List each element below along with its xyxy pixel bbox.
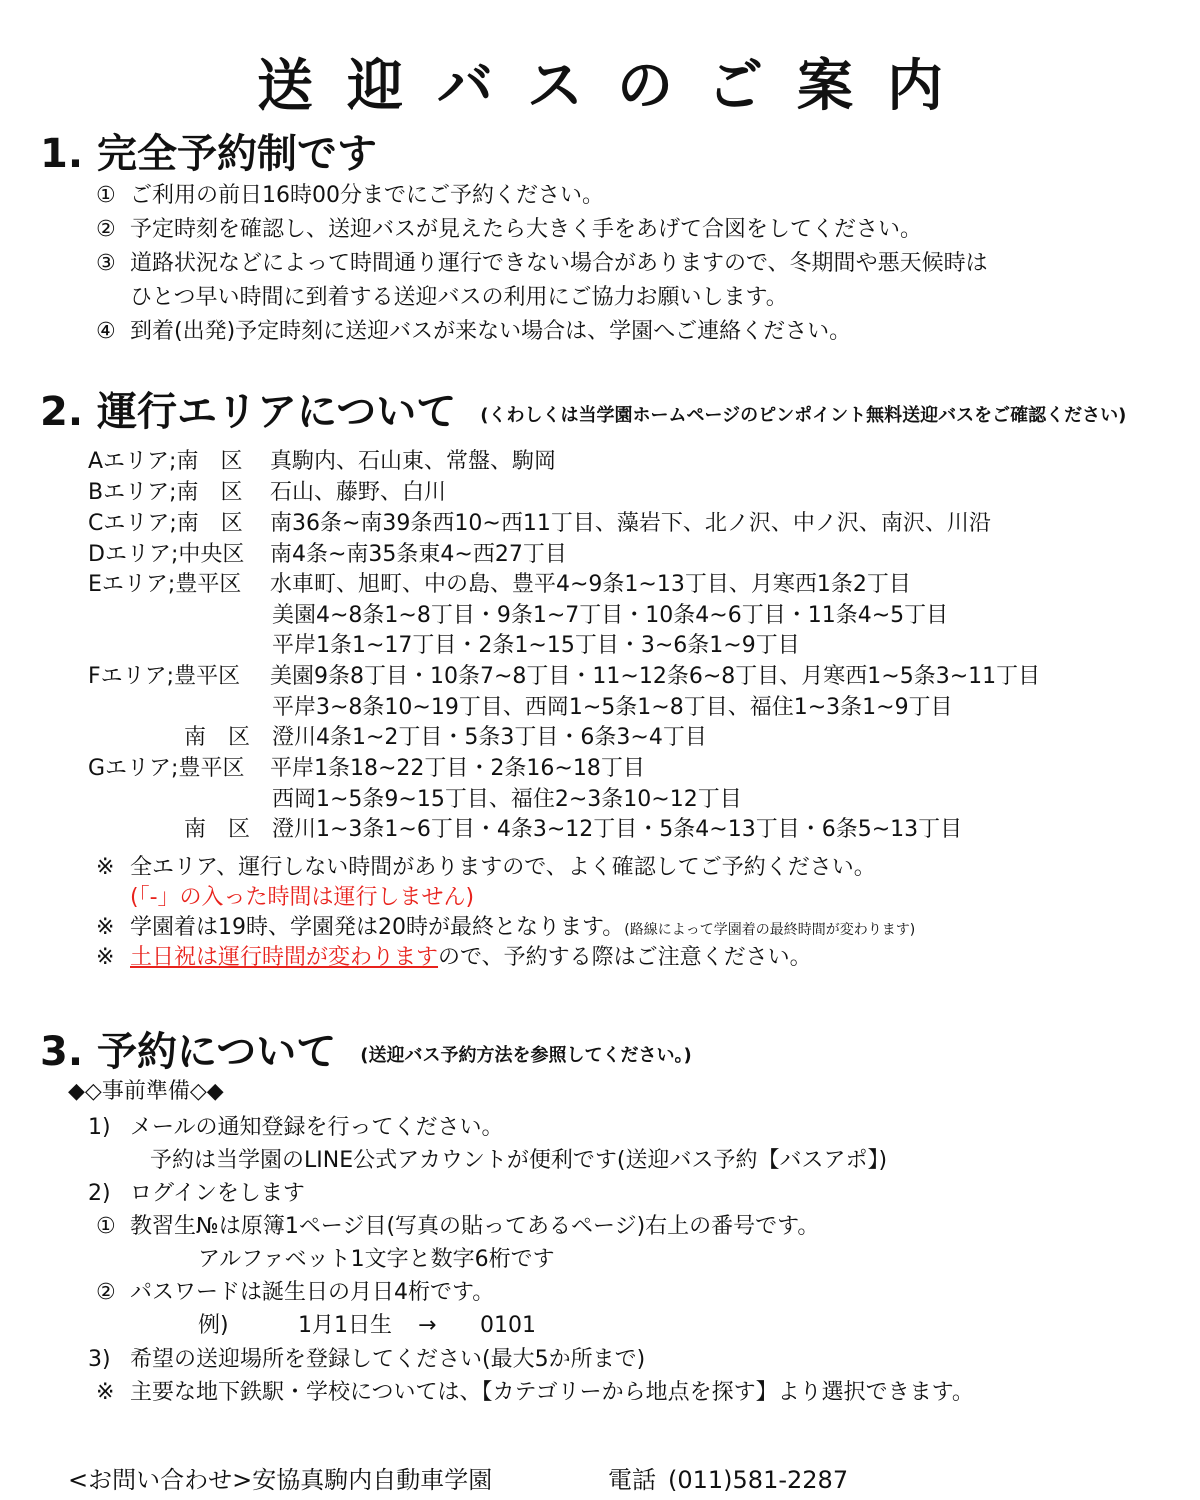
item-text: パスワードは誕生日の月日4桁です。 [130, 1280, 495, 1305]
phone-number: (011)581-2287 [668, 1466, 849, 1494]
list-item [96, 178, 604, 209]
note-text: 主要な地下鉄駅・学校については、【カテゴリーから地点を探す】より選択できます。 [130, 1380, 974, 1405]
area-districts: 平岸1条18~22丁目・2条16~18丁目 [270, 756, 645, 781]
note-1-red: (「-」の入った時間は運行しません) [130, 885, 475, 910]
arrow-icon: → [418, 1313, 437, 1338]
section3-note: (送迎バス予約方法を参照してください。) [360, 1045, 692, 1066]
area-row-e-cont-1: 美園4~8条1~8丁目・9条1~7丁目・10条4~6丁目・11条4~5丁目 [272, 603, 949, 628]
area-districts: 美園9条8丁目・10条7~8丁目・11~12条6~8丁目、月寒西1~5条3~11丁目 [270, 664, 1041, 689]
area-row-e-cont-2: 平岸1条1~17丁目・2条1~15丁目・3~6条1~9丁目 [272, 633, 800, 658]
area-row-f-sub [184, 720, 707, 751]
section3-note-line [96, 1375, 974, 1406]
area-label: Cエリア;南 区 [88, 511, 243, 536]
area-districts: 澄川4条1~2丁目・5条3丁目・6条3~4丁目 [272, 725, 707, 750]
item-mark: ② [96, 217, 116, 242]
school-name: 安協真駒内自動車学園 [252, 1466, 493, 1494]
area-label: Bエリア;南 区 [88, 480, 243, 505]
item-mark: ② [96, 1280, 116, 1305]
item-text: 到着(出発)予定時刻に送迎バスが来ない場合は、学園へご連絡ください。 [130, 319, 852, 344]
step-2-item-2 [96, 1275, 494, 1306]
footer [68, 1460, 492, 1495]
list-item [96, 246, 988, 277]
note-text: 全エリア、運行しない時間がありますので、よく確認してご予約ください。 [130, 855, 876, 880]
note-mark: ※ [96, 915, 115, 940]
step-2-item-1 [96, 1209, 819, 1240]
item-mark: ① [96, 1214, 116, 1239]
step-1 [88, 1110, 504, 1141]
area-row-b [88, 475, 446, 506]
item-mark: ① [96, 183, 116, 208]
page-title: 送迎バスのご案内 [257, 54, 977, 119]
section2-note: (くわしくは当学園ホームページのピンポイント無料送迎バスをご確認ください) [480, 405, 1127, 426]
note-small-text: (路線によって学園着の最終時間が変わります) [624, 922, 916, 938]
area-label: Dエリア;中央区 [88, 542, 245, 567]
step-text: 希望の送迎場所を登録してください(最大5か所まで) [130, 1347, 646, 1372]
step-text: ログインをします [130, 1181, 305, 1206]
list-item-continuation: ひとつ早い時間に到着する送迎バスの利用にご協力お願いします。 [130, 285, 788, 310]
footer-phone [608, 1460, 848, 1495]
note-1 [96, 850, 876, 881]
area-districts: 南4条~南35条東4~西27丁目 [270, 542, 567, 567]
section2-title: 運行エリアについて [97, 389, 457, 435]
section3-heading [40, 1020, 692, 1077]
note-mark: ※ [96, 855, 115, 880]
note-mark: ※ [96, 1380, 115, 1405]
example-password: 0101 [480, 1313, 536, 1338]
note-red-underlined: 土日祝は運行時間が変わります [130, 945, 439, 970]
section3-number: 3. [40, 1029, 84, 1075]
area-row-g [88, 751, 645, 782]
note-2 [96, 910, 915, 941]
step-text: メールの通知登録を行ってください。 [130, 1115, 504, 1140]
section2-number: 2. [40, 389, 84, 435]
item-text: 予定時刻を確認し、送迎バスが見えたら大きく手をあげて合図をしてください。 [130, 217, 923, 242]
area-districts: 南36条~南39条西10~西11丁目、藻岩下、北ノ沢、中ノ沢、南沢、川沿 [270, 511, 991, 536]
area-row-g-sub [184, 812, 962, 843]
prep-heading: ◆◇事前準備◇◆ [68, 1079, 224, 1104]
password-example [198, 1308, 536, 1339]
step-2 [88, 1176, 305, 1207]
area-districts: 澄川1~3条1~6丁目・4条3~12丁目・5条4~13丁目・6条5~13丁目 [272, 817, 963, 842]
contact-label: <お問い合わせ> [68, 1466, 253, 1494]
example-label: 例) [198, 1313, 229, 1338]
area-districts: 水車町、旭町、中の島、豊平4~9条1~13丁目、月寒西1条2丁目 [270, 572, 911, 597]
note-text: ので、予約する際はご注意ください。 [438, 945, 812, 970]
area-row-e [88, 567, 911, 598]
section1-number: 1. [40, 131, 84, 177]
item-text: 道路状況などによって時間通り運行できない場合がありますので、冬期間や悪天候時は [130, 251, 988, 276]
area-row-f-cont-1: 平岸3~8条10~19丁目、西岡1~5条1~8丁目、福住1~3条1~9丁目 [272, 695, 953, 720]
area-label: Aエリア;南 区 [88, 449, 243, 474]
phone-label: 電話 [608, 1466, 656, 1494]
list-item [96, 314, 851, 345]
section3-title: 予約について [97, 1029, 337, 1075]
area-row-c [88, 506, 991, 537]
area-sub-label: 南 区 [184, 817, 251, 842]
area-label: Fエリア;豊平区 [88, 664, 241, 689]
section1-title: 完全予約制です [97, 131, 378, 177]
area-districts: 石山、藤野、白川 [270, 480, 447, 505]
area-row-d [88, 537, 567, 568]
example-birthday: 1月1日生 [298, 1313, 392, 1338]
note-3 [96, 940, 812, 971]
area-row-g-cont-1: 西岡1~5条9~15丁目、福住2~3条10~12丁目 [272, 787, 742, 812]
step-mark: 1) [88, 1115, 111, 1140]
area-row-f [88, 659, 1040, 690]
section1-heading [40, 122, 377, 179]
area-districts: 真駒内、石山東、常盤、駒岡 [270, 449, 557, 474]
step-mark: 2) [88, 1181, 111, 1206]
list-item [96, 212, 922, 243]
item-text: 教習生№は原簿1ページ目(写真の貼ってあるページ)右上の番号です。 [130, 1214, 820, 1239]
step-1-sub: 予約は当学園のLINE公式アカウントが便利です(送迎バス予約【バスアポ】) [150, 1148, 888, 1173]
item-mark: ③ [96, 251, 116, 276]
note-text: 学園着は19時、学園発は20時が最終となります。 [130, 915, 625, 940]
item-mark: ④ [96, 319, 116, 344]
item-text: ご利用の前日16時00分までにご予約ください。 [130, 183, 604, 208]
area-row-a [88, 444, 556, 475]
note-mark: ※ [96, 945, 115, 970]
step-mark: 3) [88, 1347, 111, 1372]
section2-heading [40, 380, 1126, 437]
area-label: Eエリア;豊平区 [88, 572, 242, 597]
step-3 [88, 1342, 645, 1373]
area-label: Gエリア;豊平区 [88, 756, 245, 781]
area-sub-label: 南 区 [184, 725, 251, 750]
step-2-item-1-sub: アルファベット1文字と数字6桁です [198, 1247, 555, 1272]
